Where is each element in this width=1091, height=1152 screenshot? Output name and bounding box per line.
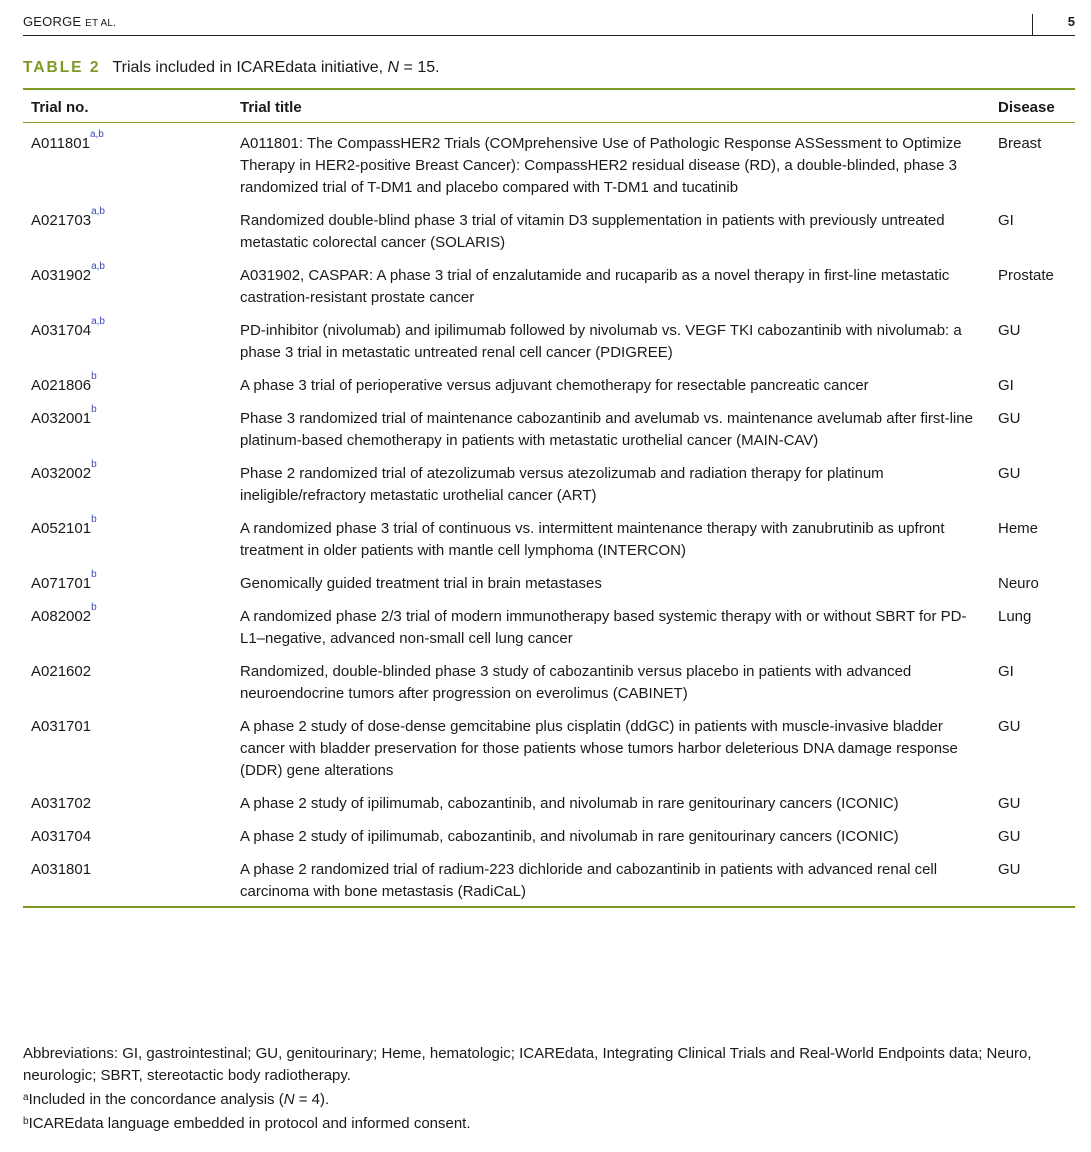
- author-name: GEORGE: [23, 14, 82, 29]
- trial-number-cell: [23, 123, 240, 211]
- disease: GU: [998, 795, 1021, 812]
- trial-title: A phase 2 study of dose-dense gemcitabine plus cisplatin (ddGC) in patients with muscle-invasive bladder cancer with bladder preservation for those patients whose tumors harbor deleterious DNA damage response (DDR) gene alterations: [240, 718, 958, 779]
- trial-title: A phase 2 study of ipilimumab, cabozantinib, and nivolumab in rare genitourinary cancers (ICONIC): [240, 828, 899, 845]
- abbreviations-note: Abbreviations: GI, gastrointestinal; GU, genitourinary; Heme, hematologic; ICAREdata, Integrating Clinical Trials and Real-World Endpoints data; Neuro, neurologic; SBRT, stereotactic body radiotherapy.: [23, 1045, 1032, 1084]
- trial-number-cell: [23, 206, 240, 265]
- footnote-a-before: Included in the concordance analysis (: [28, 1091, 284, 1108]
- table-row: [23, 859, 1075, 907]
- disease: GI: [998, 663, 1014, 680]
- table-label: TABLE 2: [23, 59, 101, 76]
- trial-number-cell: [23, 569, 240, 606]
- trial-title: A phase 3 trial of perioperative versus adjuvant chemotherapy for resectable pancreatic cancer: [240, 377, 869, 394]
- trial-title: A phase 2 study of ipilimumab, cabozantinib, and nivolumab in rare genitourinary cancers (ICONIC): [240, 795, 899, 812]
- footnote-a-n: N: [283, 1091, 295, 1108]
- disease: GU: [998, 828, 1021, 845]
- footnote-marker: b: [91, 404, 97, 415]
- footnote-a-mark: a: [23, 1092, 29, 1103]
- caption-text-after: = 15.: [399, 59, 440, 76]
- trial-number-cell: [23, 793, 240, 826]
- trial-title: PD-inhibitor (nivolumab) and ipilimumab followed by nivolumab vs. VEGF TKI cabozantinib with nivolumab: a phase 3 trial in metastatic untreated renal cell cancer (PDIGREE): [240, 322, 962, 361]
- trial-number: A082002: [31, 608, 92, 625]
- caption-n: N: [387, 59, 400, 76]
- trials-table: [23, 88, 1075, 908]
- footnote-b: [23, 1113, 1075, 1135]
- trial-number-cell: [23, 316, 240, 375]
- trial-number-cell: [23, 261, 240, 320]
- page-number: 5: [1067, 14, 1075, 29]
- trial-number-cell: [23, 459, 240, 518]
- table-row: [23, 265, 1075, 320]
- table-notes: [23, 1043, 1075, 1135]
- table-row: [23, 123, 1075, 211]
- footnote-b-text: ICAREdata language embedded in protocol and informed consent.: [28, 1115, 471, 1132]
- disease: Lung: [998, 608, 1032, 625]
- trial-title: A031902, CASPAR: A phase 3 trial of enzalutamide and rucaparib as a novel therapy in first-line metastatic castration-resistant prostate cancer: [240, 267, 950, 306]
- table-body: [23, 123, 1075, 908]
- footnote-marker: a,b: [91, 261, 105, 272]
- trial-number: A021806: [31, 377, 92, 394]
- trial-title: A randomized phase 2/3 trial of modern immunotherapy based systemic therapy with or without SBRT for PD-L1–negative, advanced non-small cell lung cancer: [240, 608, 967, 647]
- trial-title: A phase 2 randomized trial of radium-223 dichloride and cabozantinib in patients with advanced renal cell carcinoma with bone metastasis (RadiCaL): [240, 861, 938, 900]
- trial-title: A011801: The CompassHER2 Trials (COMprehensive Use of Pathologic Response ASSessment to Optimize Therapy in HER2-positive Breast Cancer): CompassHER2 residual disease (RD), a double-blinded, phase 3 randomized trial of T-DM1 and placebo compared with T-DM1 and tucatinib: [240, 135, 962, 196]
- table-row: [23, 661, 1075, 716]
- trial-title: A randomized phase 3 trial of continuous vs. intermittent maintenance therapy with zanubrutinib as upfront treatment in older patients with mantle cell lymphoma (INTERCON): [240, 520, 945, 559]
- header-trial-title: Trial title: [240, 89, 998, 123]
- trial-number-cell: [23, 404, 240, 463]
- trial-number-cell: [23, 826, 240, 859]
- trial-number-cell: [23, 716, 240, 793]
- table-row: [23, 210, 1075, 265]
- trial-number: A031704: [31, 828, 92, 845]
- et-al: ET AL.: [85, 18, 117, 29]
- table-row: [23, 793, 1075, 826]
- table-row: [23, 606, 1075, 661]
- table-row: [23, 716, 1075, 793]
- table-row: [23, 573, 1075, 606]
- trial-title: Phase 2 randomized trial of atezolizumab versus atezolizumab and radiation therapy for platinum ineligible/refractory metastatic urothelial cancer (ART): [240, 465, 884, 504]
- footnote-b-mark: b: [23, 1116, 29, 1127]
- header-divider: [1032, 14, 1033, 35]
- table-caption: [23, 59, 440, 77]
- trial-number-cell: [23, 514, 240, 573]
- table-row: [23, 408, 1075, 463]
- trial-number-cell: [23, 661, 240, 716]
- header-disease: Disease: [998, 89, 1075, 123]
- trial-number: A032001: [31, 410, 92, 427]
- table-row: [23, 826, 1075, 859]
- footnote-a-after: = 4).: [294, 1091, 330, 1108]
- disease: GI: [998, 377, 1014, 394]
- table-row: [23, 320, 1075, 375]
- table-row: [23, 518, 1075, 573]
- trial-number: A032002: [31, 465, 92, 482]
- trial-title: Genomically guided treatment trial in brain metastases: [240, 575, 602, 592]
- footnote-marker: b: [91, 569, 97, 580]
- running-head: [23, 14, 1075, 36]
- footnote-marker: b: [91, 459, 97, 470]
- footnote-marker: a,b: [89, 129, 104, 140]
- disease: Heme: [998, 520, 1039, 537]
- disease: GU: [998, 861, 1021, 878]
- trial-number: A021703: [31, 212, 92, 229]
- trial-number: A031801: [31, 861, 92, 878]
- trial-title: Randomized double-blind phase 3 trial of vitamin D3 supplementation in patients with previously untreated metastatic colorectal cancer (SOLARIS): [240, 212, 945, 251]
- footnote-marker: b: [91, 514, 97, 525]
- table-row: [23, 463, 1075, 518]
- caption-text-before: Trials included in ICAREdata initiative,: [112, 59, 388, 76]
- footnote-marker: a,b: [91, 316, 105, 327]
- trial-number: A031701: [31, 718, 92, 735]
- trial-number: A052101: [31, 520, 92, 537]
- trial-title: Phase 3 randomized trial of maintenance cabozantinib and avelumab vs. maintenance avelumab after first-line platinum-based chemotherapy in patients with metastatic urothelial cancer (MAIN-CAV): [240, 410, 973, 449]
- running-head-authors: [23, 14, 116, 29]
- table-header-row: [23, 89, 1075, 123]
- trial-title: Randomized, double-blinded phase 3 study of cabozantinib versus placebo in patients with advanced neuroendocrine tumors after progression on everolimus (CABINET): [240, 663, 912, 702]
- footnote-marker: b: [91, 371, 97, 382]
- disease: GU: [998, 322, 1021, 339]
- trial-number: A031704: [31, 322, 92, 339]
- header-trial-no: Trial no.: [23, 89, 240, 123]
- trial-number-cell: [23, 371, 240, 408]
- disease: Breast: [998, 135, 1042, 152]
- trial-number: A011801: [31, 135, 90, 152]
- disease: GU: [998, 410, 1021, 427]
- disease: Prostate: [998, 267, 1054, 284]
- disease: Neuro: [998, 575, 1039, 592]
- footnote-marker: a,b: [91, 206, 105, 217]
- trial-number: A031902: [31, 267, 92, 284]
- disease: GU: [998, 465, 1021, 482]
- disease: GI: [998, 212, 1014, 229]
- table-row: [23, 375, 1075, 408]
- footnote-a: [23, 1089, 1075, 1111]
- disease: GU: [998, 718, 1021, 735]
- trial-number: A031702: [31, 795, 92, 812]
- trial-number-cell: [23, 859, 240, 907]
- trial-number: A071701: [31, 575, 92, 592]
- trial-number-cell: [23, 602, 240, 661]
- trial-number: A021602: [31, 663, 92, 680]
- footnote-marker: b: [91, 602, 97, 613]
